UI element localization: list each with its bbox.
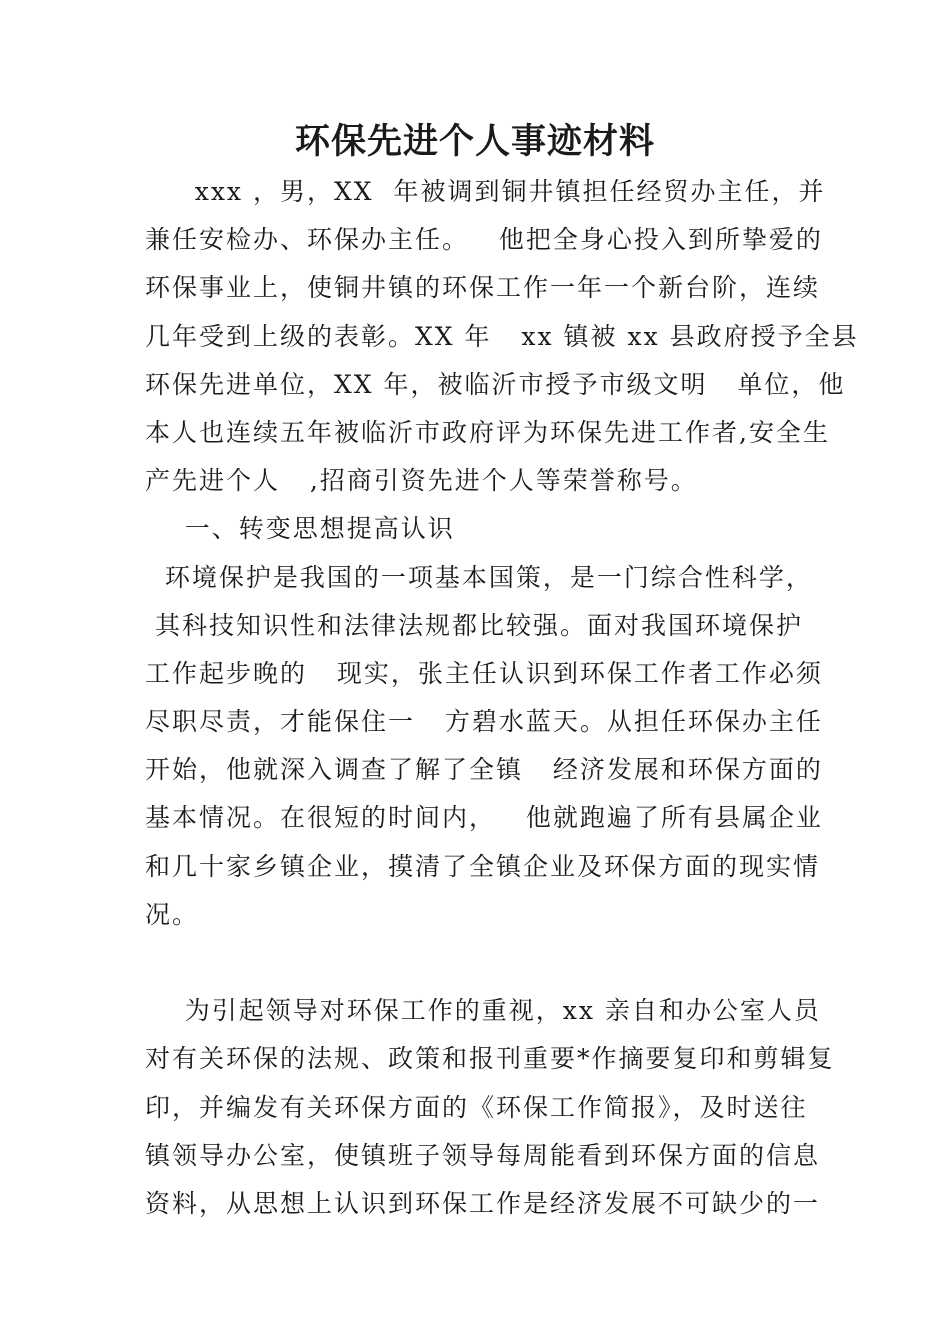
paragraph-gap xyxy=(145,939,825,987)
document-body xyxy=(145,168,859,1228)
text-line-18: 为引起领导对环保工作的重视，xx 亲自和办公室人员 xyxy=(145,996,821,1026)
text-line-14: 基本情况。在很短的时间内， 他就跑遍了所有县属企业 xyxy=(145,803,823,833)
text-line-3: 环保事业上，使铜井镇的环保工作一年一个新台阶，连续 xyxy=(145,273,821,303)
text-line-6: 本人也连续五年被临沂市政府评为环保先进工作者,安全生 xyxy=(145,417,830,447)
text-line-1: xxx ，男，XX 年被调到铜井镇担任经贸办主任，并 xyxy=(145,177,826,206)
text-line-2: 兼任安检办、环保办主任。 他把全身心投入到所挚爱的 xyxy=(145,225,823,255)
text-line-13: 开始，他就深入调查了解了全镇 经济发展和环保方面的 xyxy=(145,755,823,785)
text-line-5: 环保先进单位，XX 年，被临沂市授予市级文明 单位，他 xyxy=(145,369,846,399)
document-title: 环保先进个人事迹材料 xyxy=(294,121,655,162)
text-line-16: 况。 xyxy=(145,899,200,929)
text-line-21: 镇领导办公室，使镇班子领导每周能看到环保方面的信息 xyxy=(145,1140,821,1170)
text-line-7: 产先进个人 ,招商引资先进个人等荣誉称号。 xyxy=(145,466,698,496)
text-line-12: 尽职尽责，才能保住一 方碧水蓝天。从担任环保办主任 xyxy=(145,707,823,737)
text-line-15: 和几十家乡镇企业，摸清了全镇企业及环保方面的现实情 xyxy=(145,851,821,881)
text-line-10: 其科技知识性和法律法规都比较强。面对我国环境保护 xyxy=(145,610,803,640)
text-line-22: 资料，从思想上认识到环保工作是经济发展不可缺少的一 xyxy=(145,1188,821,1218)
text-line-4: 几年受到上级的表彰。XX 年 xx 镇被 xx 县政府授予全县 xyxy=(145,321,859,351)
text-line-19: 对有关环保的法规、政策和报刊重要*作摘要复印和剪辑复 xyxy=(145,1044,835,1074)
section-heading: 一、转变思想提高认识 xyxy=(145,514,455,544)
text-line-20: 印，并编发有关环保方面的《环保工作简报》，及时送往 xyxy=(145,1092,808,1122)
text-line-11: 工作起步晚的 现实，张主任认识到环保工作者工作必须 xyxy=(145,658,823,688)
text-line-9: 环境保护是我国的一项基本国策，是一门综合性科学， xyxy=(145,562,813,592)
